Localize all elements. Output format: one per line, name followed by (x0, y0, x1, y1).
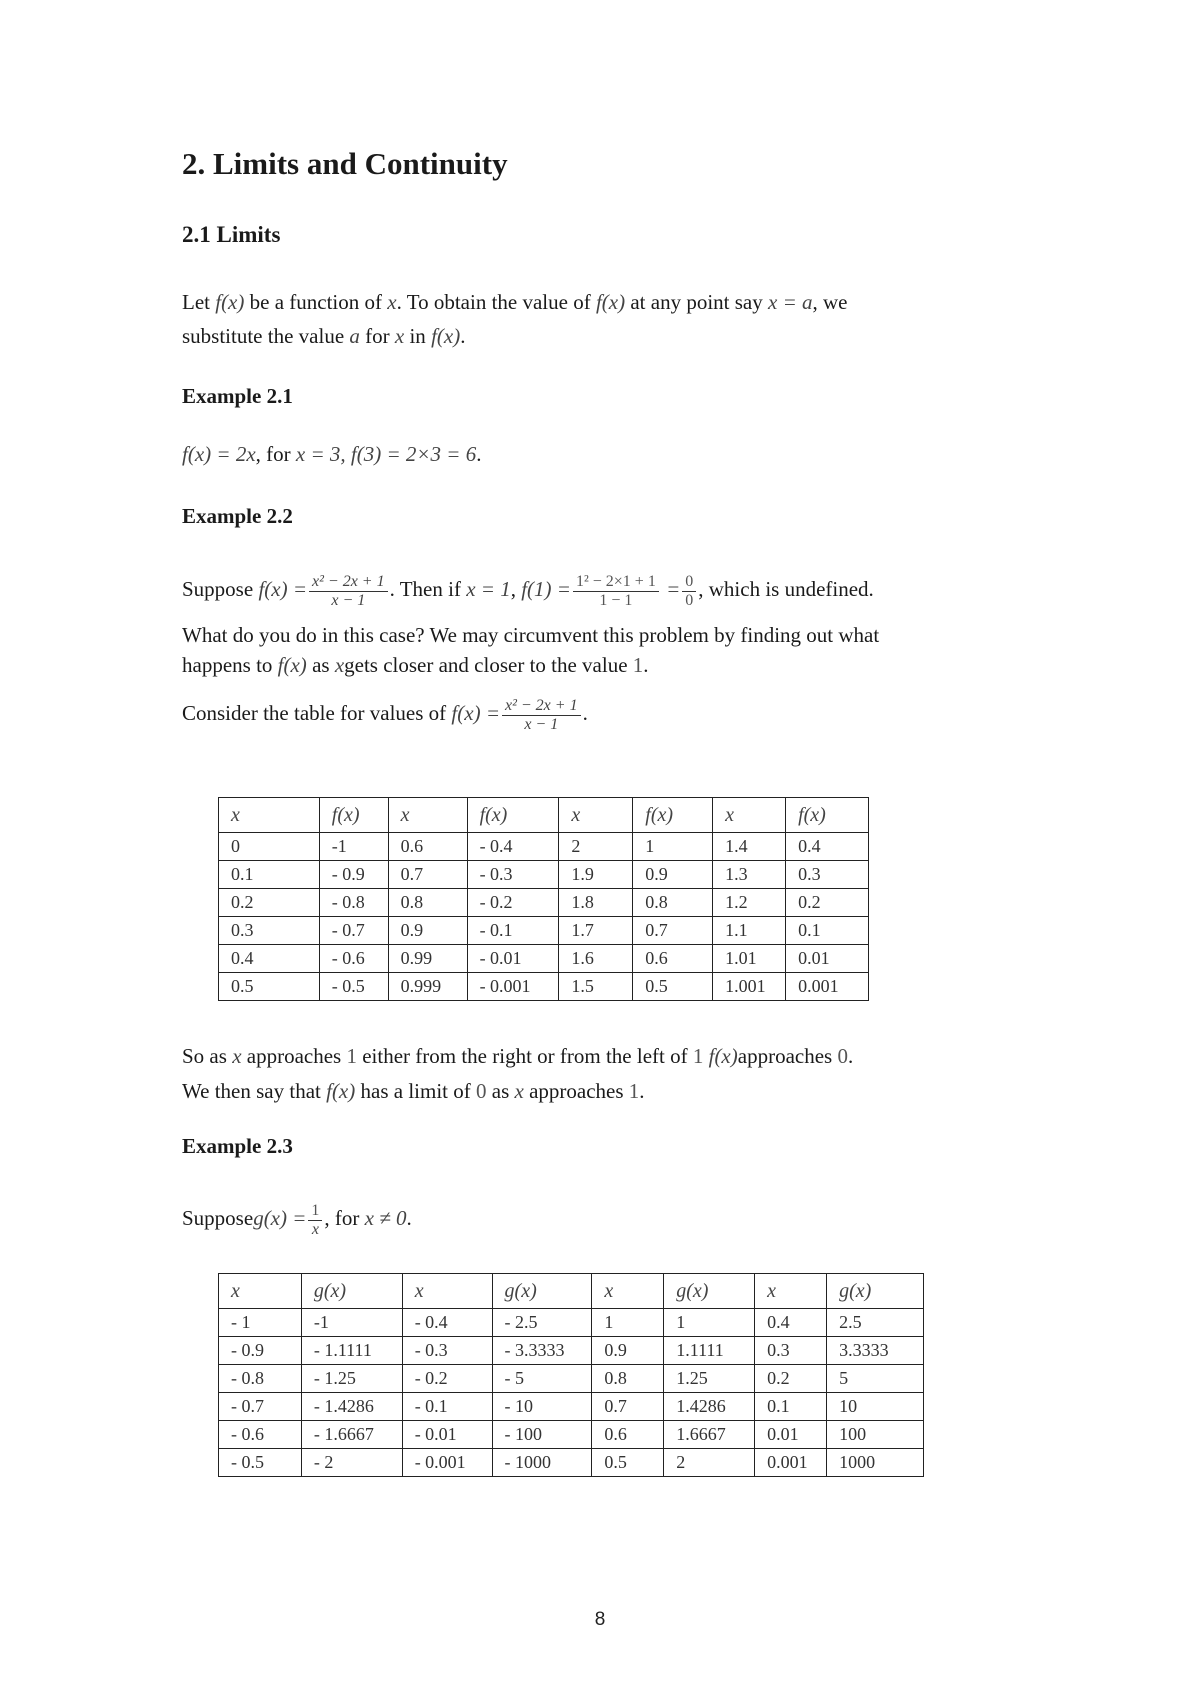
table-cell: - 1.4286 (301, 1393, 402, 1421)
table-header-cell: f(x) (319, 798, 388, 833)
table-cell: 1.4 (713, 833, 786, 861)
table-cell: - 0.9 (219, 1337, 302, 1365)
text: Let (182, 290, 210, 314)
text: Suppose (182, 577, 254, 601)
denominator: 0 (685, 591, 694, 609)
text: , we (812, 290, 848, 314)
table-cell: 100 (827, 1421, 924, 1449)
table-header-cell: g(x) (664, 1274, 755, 1309)
table-cell: - 0.5 (319, 973, 388, 1001)
table-header-cell: x (219, 798, 320, 833)
math: x ≠ 0 (364, 1206, 407, 1230)
table-row (219, 1337, 924, 1365)
table-cell: 0.3 (755, 1337, 827, 1365)
table-cell: 0.2 (786, 889, 869, 917)
table-cell: 0.6 (592, 1421, 664, 1449)
table-row (219, 1449, 924, 1477)
example-2-2-line-3 (182, 650, 649, 680)
table-cell: - 2.5 (492, 1309, 592, 1337)
table-row (219, 833, 869, 861)
table-cell: 0.4 (755, 1309, 827, 1337)
text: We then say that (182, 1079, 321, 1103)
numerator: x² − 2x + 1 (502, 697, 581, 716)
table-cell: 2 (559, 833, 633, 861)
math: 1 (346, 1044, 357, 1068)
table-cell: 0.6 (388, 833, 467, 861)
table-cell: - 0.8 (319, 889, 388, 917)
table-cell: 1.3 (713, 861, 786, 889)
text: in (409, 324, 426, 348)
table-cell: - 0.9 (319, 861, 388, 889)
table-cell: 0.9 (592, 1337, 664, 1365)
table-row (219, 1365, 924, 1393)
table-cell: 1.6 (559, 945, 633, 973)
text: , which is undefined. (698, 577, 874, 601)
math: 1 (692, 1044, 704, 1068)
page-number: 8 (594, 1609, 606, 1630)
table-cell: 1 (592, 1309, 664, 1337)
table-cell: 1.8 (559, 889, 633, 917)
math: f(x) (595, 290, 626, 314)
table-cell: 0.9 (388, 917, 467, 945)
text: happens to (182, 653, 273, 677)
table-cell: 0.7 (388, 861, 467, 889)
table-header-cell: x (713, 798, 786, 833)
numerator: 1 (308, 1202, 322, 1221)
table-header-cell: x (592, 1274, 664, 1309)
math: f(x) (277, 653, 307, 677)
table-cell: 3.3333 (827, 1337, 924, 1365)
text: for (365, 324, 390, 348)
table-cell: 0.9 (633, 861, 713, 889)
text: . (460, 324, 466, 348)
table-cell: - 0.8 (219, 1365, 302, 1393)
table-cell: - 0.1 (402, 1393, 492, 1421)
table-cell: 1.001 (713, 973, 786, 1001)
table-header-row (219, 798, 869, 833)
example-2-2-line-2: What do you do in this case? We may circumvent this problem by finding out what (182, 623, 880, 647)
text: either from the right or from the left of (362, 1044, 688, 1068)
fraction (309, 573, 388, 610)
table-cell: - 0.01 (402, 1421, 492, 1449)
math: x (232, 1044, 242, 1068)
chapter-title: 2. Limits and Continuity (182, 146, 508, 181)
table-cell: 0.4 (219, 945, 320, 973)
numerator: 1² − 2×1 + 1 (573, 573, 659, 592)
table-header-cell: g(x) (301, 1274, 402, 1309)
table-cell: 0.5 (592, 1449, 664, 1477)
denominator: x (311, 1220, 319, 1238)
table-cell: 0.5 (633, 973, 713, 1001)
table-row (219, 861, 869, 889)
math: x = a (768, 290, 813, 314)
example-2-3-body (182, 1195, 412, 1241)
numerator: x² − 2x + 1 (309, 573, 388, 592)
text: has a limit of (360, 1079, 471, 1103)
table-header-cell: x (388, 798, 467, 833)
table-header-cell: f(x) (467, 798, 559, 833)
text: as (312, 653, 330, 677)
table-header-row (219, 1274, 924, 1309)
example-2-1-heading: Example 2.1 (182, 384, 293, 408)
math: = (666, 577, 681, 601)
table-cell: - 0.4 (467, 833, 559, 861)
table-cell: 1.25 (664, 1365, 755, 1393)
text: approaches (737, 1044, 833, 1068)
fraction (682, 573, 696, 610)
table-cell: - 0.4 (402, 1309, 492, 1337)
fraction (308, 1202, 322, 1239)
table-header-cell: g(x) (827, 1274, 924, 1309)
table-cell: - 0.6 (219, 1421, 302, 1449)
table-cell: 0.1 (786, 917, 869, 945)
table-cell: - 0.01 (467, 945, 559, 973)
table-row (219, 1309, 924, 1337)
table-cell: - 0.2 (402, 1365, 492, 1393)
table-cell: 1.01 (713, 945, 786, 973)
math: 1 (628, 1079, 640, 1103)
text: . Then if (389, 577, 461, 601)
table-cell: -1 (319, 833, 388, 861)
math: g(x) = (253, 1206, 307, 1230)
math: x = 1 (466, 577, 511, 601)
text: Suppose (182, 1206, 254, 1230)
table-cell: 1 (633, 833, 713, 861)
table-cell: - 100 (492, 1421, 592, 1449)
math: 1 (632, 653, 644, 677)
table-cell: 0.7 (633, 917, 713, 945)
table-cell: 0.99 (388, 945, 467, 973)
text: . (847, 1044, 854, 1068)
text: Consider the table for values of (182, 701, 447, 725)
conclusion-line-1 (182, 1041, 853, 1071)
math: x = 3, (295, 442, 346, 466)
text: at any point say (630, 290, 763, 314)
table-cell: - 0.1 (467, 917, 559, 945)
values-table-g (218, 1273, 924, 1477)
table-row (219, 889, 869, 917)
math: f(1) = (521, 577, 571, 601)
table-cell: 1.2 (713, 889, 786, 917)
fraction (573, 573, 659, 610)
math: f(x) (215, 290, 245, 314)
text: . (582, 701, 588, 725)
text: . To obtain the value of (396, 290, 591, 314)
intro-line-1 (182, 287, 848, 317)
intro-line-2 (182, 321, 465, 351)
table-header-cell: f(x) (633, 798, 713, 833)
table-cell: 0.01 (786, 945, 869, 973)
table-header-cell: g(x) (492, 1274, 592, 1309)
text: . (643, 653, 649, 677)
table-cell: 0.3 (786, 861, 869, 889)
table-cell: - 0.5 (219, 1449, 302, 1477)
math: x (334, 653, 345, 677)
text: . (639, 1079, 645, 1103)
text: . (476, 442, 482, 466)
example-2-2-heading: Example 2.2 (182, 504, 293, 528)
table-cell: - 1 (219, 1309, 302, 1337)
text: So as (182, 1044, 227, 1068)
math: f(x) (431, 324, 461, 348)
table-cell: 0.8 (388, 889, 467, 917)
math: 0 (476, 1079, 487, 1103)
denominator: x − 1 (524, 715, 559, 733)
table-cell: 0.001 (786, 973, 869, 1001)
text: be a function of (249, 290, 383, 314)
table-cell: 1.7 (559, 917, 633, 945)
table-cell: 1.4286 (664, 1393, 755, 1421)
text: approaches (529, 1079, 624, 1103)
table-cell: - 1.6667 (301, 1421, 402, 1449)
section-title: 2.1 Limits (182, 222, 281, 247)
text: , for (255, 442, 291, 466)
table-cell: 0.1 (219, 861, 320, 889)
text: gets closer and closer to the value (344, 653, 628, 677)
table-header-cell: x (219, 1274, 302, 1309)
math: a (349, 324, 360, 348)
table-cell: - 0.3 (402, 1337, 492, 1365)
table-row (219, 973, 869, 1001)
table-header-cell: x (559, 798, 633, 833)
table-cell: - 0.3 (467, 861, 559, 889)
example-2-3-heading: Example 2.3 (182, 1134, 293, 1158)
table-cell: 0.4 (786, 833, 869, 861)
table-cell: 0.8 (633, 889, 713, 917)
table-cell: 10 (827, 1393, 924, 1421)
table-cell: 1.1111 (664, 1337, 755, 1365)
table-row (219, 917, 869, 945)
text: . (406, 1206, 412, 1230)
table-cell: - 0.2 (467, 889, 559, 917)
denominator: 1 − 1 (599, 591, 633, 609)
table-cell: 0.001 (755, 1449, 827, 1477)
table-cell: - 1000 (492, 1449, 592, 1477)
table-cell: 0.8 (592, 1365, 664, 1393)
table-cell: - 1.1111 (301, 1337, 402, 1365)
text: approaches (246, 1044, 342, 1068)
text: substitute the value (182, 324, 345, 348)
math: x (514, 1079, 524, 1103)
table-cell: 0.1 (755, 1393, 827, 1421)
table-cell: 1.5 (559, 973, 633, 1001)
table-cell: 1.6667 (664, 1421, 755, 1449)
table-row (219, 1421, 924, 1449)
table-row (219, 945, 869, 973)
table-cell: - 2 (301, 1449, 402, 1477)
text: , (510, 577, 516, 601)
table-cell: - 0.7 (319, 917, 388, 945)
table-cell: 0.6 (633, 945, 713, 973)
table-header-cell: x (755, 1274, 827, 1309)
table-cell: 1 (664, 1309, 755, 1337)
table-cell: 1.1 (713, 917, 786, 945)
fraction (502, 697, 581, 734)
text: , for (324, 1206, 360, 1230)
table-cell: 0.2 (755, 1365, 827, 1393)
table-cell: 0.5 (219, 973, 320, 1001)
table-cell: - 5 (492, 1365, 592, 1393)
table-cell: 0.999 (388, 973, 467, 1001)
table-cell: - 0.001 (467, 973, 559, 1001)
table-cell: - 3.3333 (492, 1337, 592, 1365)
example-2-2-line-1 (182, 567, 874, 611)
denominator: x − 1 (331, 591, 366, 609)
table-header-cell: f(x) (786, 798, 869, 833)
example-2-2-line-4 (182, 690, 588, 736)
math: f(x) = 2x (182, 442, 256, 466)
table-header-cell: x (402, 1274, 492, 1309)
table-cell: - 10 (492, 1393, 592, 1421)
table-cell: 5 (827, 1365, 924, 1393)
math: x (387, 290, 397, 314)
table-cell: 0.2 (219, 889, 320, 917)
values-table-f (218, 797, 869, 1001)
conclusion-line-2 (182, 1076, 645, 1106)
table-cell: 0.3 (219, 917, 320, 945)
table-cell: 1000 (827, 1449, 924, 1477)
table-cell: - 0.001 (402, 1449, 492, 1477)
table-cell: 0.01 (755, 1421, 827, 1449)
math: x (394, 324, 405, 348)
table-cell: -1 (301, 1309, 402, 1337)
math: f(x) = (451, 701, 500, 725)
math: f(x) (326, 1079, 356, 1103)
table-cell: 0.7 (592, 1393, 664, 1421)
math: f(3) = 2×3 = 6 (350, 442, 477, 466)
math: f(x) (708, 1044, 738, 1068)
math: 0 (837, 1044, 848, 1068)
table-cell: - 0.7 (219, 1393, 302, 1421)
example-2-1-body (182, 439, 481, 469)
table-cell: - 1.25 (301, 1365, 402, 1393)
table-cell: - 0.6 (319, 945, 388, 973)
math: f(x) = (258, 577, 307, 601)
table-row (219, 1393, 924, 1421)
table-cell: 1.9 (559, 861, 633, 889)
table-cell: 2 (664, 1449, 755, 1477)
text: as (491, 1079, 510, 1103)
table-cell: 0 (219, 833, 320, 861)
table-cell: 2.5 (827, 1309, 924, 1337)
numerator: 0 (682, 573, 696, 592)
